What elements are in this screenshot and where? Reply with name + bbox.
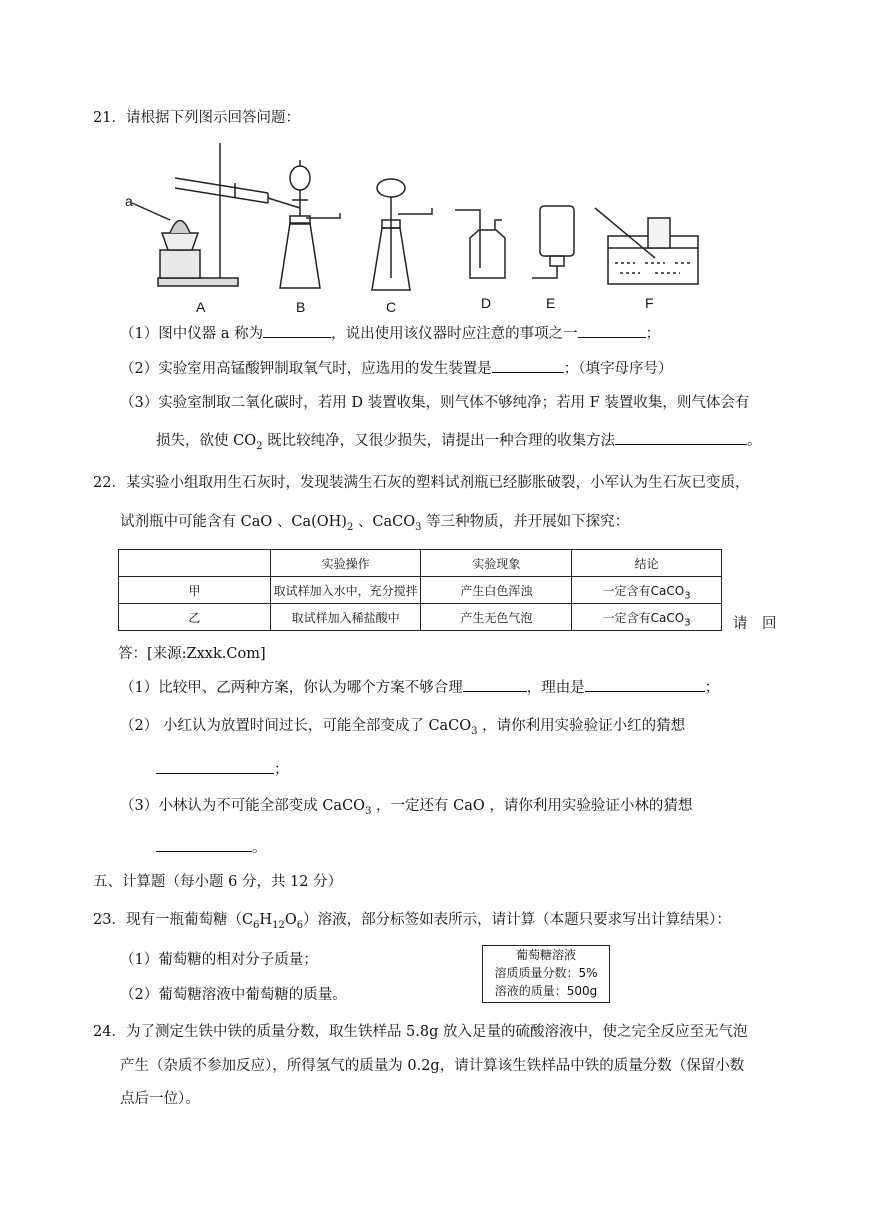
apparatus-e-inverted-bottle xyxy=(532,206,574,278)
label-line2: 溶液的质量：500g xyxy=(494,984,598,998)
apparatus-d-gas-bottle xyxy=(455,210,505,278)
answer-blank[interactable] xyxy=(585,677,705,692)
experiment-table xyxy=(118,549,722,631)
q22-sub2-answer xyxy=(156,759,289,780)
q24-line1: 24．为了测定生铁中铁的质量分数，取生铁样品 5.8g 放入足量的硫酸溶液中，使之完全反应至无气泡 xyxy=(93,1024,748,1040)
apparatus-a-heating-setup xyxy=(132,143,300,286)
q22-tail: 请 回 xyxy=(733,616,777,632)
q21-part3-line2 xyxy=(156,430,762,451)
table-row xyxy=(119,604,722,631)
q22-line1: 22．某实验小组取用生石灰时，发现装满生石灰的塑料试剂瓶已经膨胀破裂，小军认为生石灰已变质， xyxy=(93,475,750,491)
q21-p1-text-c: ； xyxy=(645,326,661,342)
subscript: 3 xyxy=(365,805,372,817)
q21-stem: 21．请根据下列图示回答问题： xyxy=(93,110,300,126)
label-D: D xyxy=(481,295,492,311)
table-header-cell: 实验操作 xyxy=(270,550,421,577)
glucose-label-box xyxy=(482,945,610,1003)
table-cell: 取试样加入水中，充分搅拌 xyxy=(270,577,421,604)
q21-part2 xyxy=(120,358,672,379)
table-header-cell: 结论 xyxy=(572,550,722,577)
q21-p3-text-b: 损失，欲使 CO xyxy=(156,433,257,449)
q21-part3-line1: （3）实验室制取二氧化碳时，若用 D 装置收集，则气体不够纯净；若用 F 装置收集，则气体会有 xyxy=(120,395,750,411)
label-a: a xyxy=(125,193,133,209)
q22-l2-a: 试剂瓶中可能含有 CaO 、Ca(OH) xyxy=(120,514,347,530)
q23-stem xyxy=(93,910,731,930)
subscript: 2 xyxy=(346,521,354,533)
q21-p2-text-a: （2）实验室用高锰酸钾制取氧气时，应选用的发生装置是 xyxy=(120,361,492,377)
answer-blank[interactable] xyxy=(463,677,527,692)
q22-sub3 xyxy=(120,796,692,816)
table-header-cell xyxy=(119,550,271,577)
q22-l2-c: 、CaCO xyxy=(353,514,416,530)
q21-p3-text-c: 既比较纯净，又很少损失，请提出一种合理的收集方法 xyxy=(262,433,616,449)
subscript: 2 xyxy=(256,440,263,452)
subscript: 3 xyxy=(684,616,691,628)
table-cell: 产生无色气泡 xyxy=(421,604,572,631)
q22-s2-a: （2） 小红认为放置时间过长，可能全部变成了 CaCO xyxy=(120,718,472,734)
subscript: 3 xyxy=(415,521,422,533)
label-F: F xyxy=(645,295,654,311)
q23-b: H xyxy=(259,912,273,928)
q23-part1: （1）葡萄糖的相对分子质量； xyxy=(120,952,318,968)
subscript: 6 xyxy=(253,919,260,931)
table-header-cell: 实验现象 xyxy=(421,550,572,577)
table-cell: 产生白色浑浊 xyxy=(421,577,572,604)
table-cell xyxy=(572,577,722,604)
answer-blank[interactable] xyxy=(578,323,646,338)
subscript: 6 xyxy=(296,919,304,931)
apparatus-b-flask-funnel xyxy=(280,160,340,288)
q22-sub2 xyxy=(120,716,685,736)
q22-l2-e: 等三种物质，并开展如下探究： xyxy=(421,514,630,530)
q22-s3-b: ，一定还有 CaO ，请你利用实验验证小林的猜想 xyxy=(371,798,693,814)
table-row xyxy=(119,577,722,604)
q22-s1-a: （1）比较甲、乙两种方案，你认为哪个方案不够合理 xyxy=(120,680,463,696)
q21-p1-text-a: （1）图中仪器 a 称为 xyxy=(120,326,264,342)
label-line1: 溶质质量分数：5% xyxy=(494,966,598,980)
label-A: A xyxy=(196,299,206,315)
label-E: E xyxy=(546,295,556,311)
apparatus-f-water-trough xyxy=(595,208,698,284)
answer-blank[interactable] xyxy=(615,430,747,445)
subscript: 3 xyxy=(471,725,478,737)
q24-line3: 点后一位）。 xyxy=(120,1091,200,1107)
q23-part2: （2）葡萄糖溶液中葡萄糖的质量。 xyxy=(120,987,347,1003)
q22-s1-c: ； xyxy=(704,680,720,696)
q22-s2-end: ； xyxy=(274,762,289,778)
q22-line2 xyxy=(120,512,629,532)
q22-s1-b: ，理由是 xyxy=(526,680,585,696)
table-cell xyxy=(572,604,722,631)
label-B: B xyxy=(296,299,306,315)
q22-sub3-answer xyxy=(156,837,267,858)
q21-p1-text-b: ，说出使用该仪器时应注意的事项之一 xyxy=(331,326,578,342)
section-5-heading: 五、计算题（每小题 6 分，共 12 分） xyxy=(93,874,343,890)
q21-part1 xyxy=(120,323,660,344)
lab-apparatus-figure xyxy=(120,138,720,318)
q24-line2: 产生（杂质不参加反应），所得氢气的质量为 0.2g，请计算该生铁样品中铁的质量分数（保留小数 xyxy=(120,1058,745,1074)
answer-blank[interactable] xyxy=(156,759,274,774)
conclusion-text: 一定含有CaCO xyxy=(602,610,685,625)
q23-a: 23．现有一瓶葡萄糖（C xyxy=(93,912,254,928)
q22-source: 答：[来源:Zxxk.Com] xyxy=(118,646,266,662)
label-title: 葡萄糖溶液 xyxy=(515,948,576,962)
table-header-row xyxy=(119,550,722,577)
q22-s3-a: （3）小林认为不可能全部变成 CaCO xyxy=(120,798,366,814)
table-cell: 甲 xyxy=(119,577,271,604)
q22-s3-end: 。 xyxy=(252,840,267,856)
q21-p3-text-d: 。 xyxy=(747,433,762,449)
q22-sub1 xyxy=(120,677,719,698)
label-C: C xyxy=(386,299,397,315)
subscript: 3 xyxy=(684,589,691,601)
q23-d: ）溶液，部分标签如表所示，请计算（本题只要求写出计算结果）： xyxy=(303,912,731,928)
table-cell: 取试样加入稀盐酸中 xyxy=(270,604,421,631)
subscript: 12 xyxy=(272,919,285,931)
table-cell: 乙 xyxy=(119,604,271,631)
q21-p2-text-b: ；（填字母序号） xyxy=(563,361,673,377)
answer-blank[interactable] xyxy=(492,358,564,373)
apparatus-c-flask-thistle xyxy=(372,179,432,290)
q22-s2-b: ，请你利用实验验证小红的猜想 xyxy=(477,718,686,734)
q23-c: O xyxy=(284,912,297,928)
answer-blank[interactable] xyxy=(156,837,252,852)
answer-blank[interactable] xyxy=(263,323,331,338)
conclusion-text: 一定含有CaCO xyxy=(602,583,685,598)
